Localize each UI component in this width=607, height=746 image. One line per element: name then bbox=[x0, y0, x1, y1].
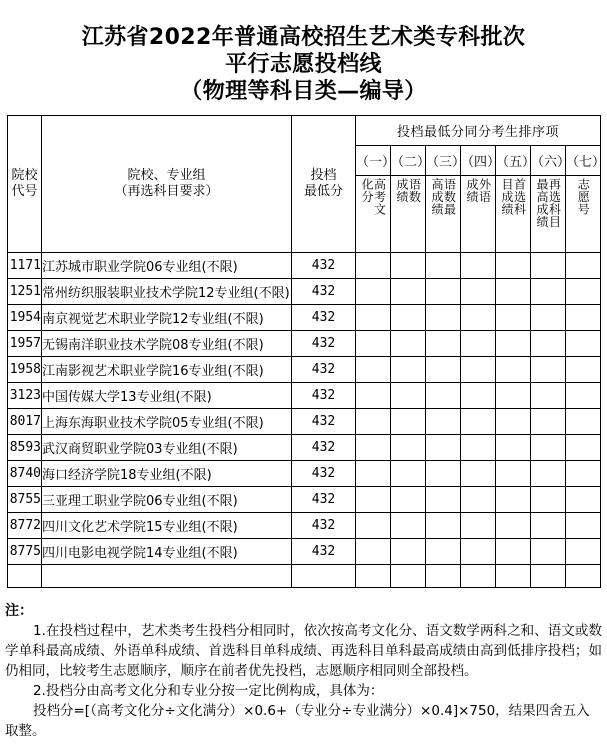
cell-tiebreak-6 bbox=[531, 279, 566, 305]
cell-tiebreak-1 bbox=[356, 409, 391, 435]
cell-tiebreak-2 bbox=[391, 409, 426, 435]
cell-institution-code: 1251 bbox=[8, 279, 42, 305]
cell-tiebreak-4 bbox=[461, 513, 496, 539]
notes-section bbox=[5, 602, 602, 741]
header-rank-num-7: （七） bbox=[566, 146, 601, 176]
header-row-group bbox=[8, 116, 601, 146]
cell-tiebreak-2 bbox=[391, 383, 426, 409]
vertical-text-segment: 高考文 bbox=[372, 178, 387, 216]
cell-tiebreak-5 bbox=[496, 513, 531, 539]
cell-empty bbox=[566, 565, 601, 588]
cell-institution-major: 中国传媒大学13专业组(不限) bbox=[42, 383, 292, 409]
cell-min-score: 432 bbox=[292, 435, 356, 461]
cell-empty bbox=[42, 565, 292, 588]
vertical-text-segment: 志愿号 bbox=[576, 178, 591, 216]
header-rank-num-4: （四） bbox=[461, 146, 496, 176]
cell-tiebreak-5 bbox=[496, 253, 531, 279]
cell-tiebreak-7 bbox=[566, 409, 601, 435]
cell-tiebreak-2 bbox=[391, 305, 426, 331]
vertical-text-segment: 成绩 bbox=[395, 178, 409, 203]
header-code-line2: 代号 bbox=[11, 184, 38, 199]
cell-institution-code: 8775 bbox=[8, 539, 42, 565]
header-rank-label-2 bbox=[391, 176, 426, 253]
cell-institution-code: 8772 bbox=[8, 513, 42, 539]
cell-min-score: 432 bbox=[292, 305, 356, 331]
cell-empty bbox=[8, 565, 42, 588]
cell-tiebreak-4 bbox=[461, 461, 496, 487]
table-body bbox=[8, 253, 601, 588]
cell-empty bbox=[531, 565, 566, 588]
cell-tiebreak-2 bbox=[391, 357, 426, 383]
cell-tiebreak-7 bbox=[566, 331, 601, 357]
vertical-text-5 bbox=[496, 178, 530, 250]
table-row bbox=[8, 409, 601, 435]
table-row bbox=[8, 461, 601, 487]
header-code-line1: 院校 bbox=[11, 168, 38, 183]
header-rank-label-7 bbox=[566, 176, 601, 253]
cell-institution-major: 江南影视艺术职业学院16专业组(不限) bbox=[42, 357, 292, 383]
header-rank-num-5: （五） bbox=[496, 146, 531, 176]
cell-institution-code: 3123 bbox=[8, 383, 42, 409]
cell-tiebreak-2 bbox=[391, 461, 426, 487]
header-rank-num-3: （三） bbox=[426, 146, 461, 176]
cell-tiebreak-3 bbox=[426, 279, 461, 305]
cell-tiebreak-5 bbox=[496, 357, 531, 383]
cell-tiebreak-2 bbox=[391, 435, 426, 461]
header-rank-label-6 bbox=[531, 176, 566, 253]
title-line-2: 平行志愿投档线 bbox=[225, 52, 382, 77]
cell-institution-code: 8593 bbox=[8, 435, 42, 461]
cell-tiebreak-2 bbox=[391, 279, 426, 305]
cell-tiebreak-2 bbox=[391, 331, 426, 357]
cell-tiebreak-6 bbox=[531, 513, 566, 539]
cell-tiebreak-7 bbox=[566, 513, 601, 539]
cell-tiebreak-2 bbox=[391, 513, 426, 539]
vertical-text-segment: 高成绩 bbox=[430, 178, 444, 216]
vertical-text-4 bbox=[461, 178, 495, 250]
cell-tiebreak-3 bbox=[426, 357, 461, 383]
cell-tiebreak-1 bbox=[356, 357, 391, 383]
cell-tiebreak-4 bbox=[461, 253, 496, 279]
note-formula: 投档分=[（高考文化分÷文化满分）×0.6+（专业分÷专业满分）×0.4]×750，结果四舍五入取整。 bbox=[5, 703, 590, 739]
cell-tiebreak-3 bbox=[426, 383, 461, 409]
cell-tiebreak-6 bbox=[531, 331, 566, 357]
cell-institution-major: 武汉商贸职业学院03专业组(不限) bbox=[42, 435, 292, 461]
cell-institution-code: 8755 bbox=[8, 487, 42, 513]
cell-tiebreak-4 bbox=[461, 383, 496, 409]
cell-institution-major: 三亚理工职业学院06专业组(不限) bbox=[42, 487, 292, 513]
vertical-text-segment: 成绩 bbox=[465, 178, 479, 203]
cell-institution-major: 四川电影电视学院14专业组(不限) bbox=[42, 539, 292, 565]
cell-tiebreak-3 bbox=[426, 305, 461, 331]
title-line-3: （物理等科目类—编导） bbox=[180, 79, 427, 104]
cell-tiebreak-5 bbox=[496, 487, 531, 513]
header-name-line1: 院校、专业组 bbox=[127, 168, 206, 183]
table-row bbox=[8, 331, 601, 357]
cell-tiebreak-5 bbox=[496, 539, 531, 565]
cell-tiebreak-7 bbox=[566, 383, 601, 409]
cell-empty bbox=[461, 565, 496, 588]
cell-tiebreak-1 bbox=[356, 539, 391, 565]
note-item-2: 2.投档分由高考文化分和专业分按一定比例构成，具体为： bbox=[33, 683, 384, 699]
notes-title: 注： bbox=[5, 603, 33, 619]
cell-tiebreak-3 bbox=[426, 253, 461, 279]
cell-min-score: 432 bbox=[292, 409, 356, 435]
cell-tiebreak-7 bbox=[566, 461, 601, 487]
cell-tiebreak-2 bbox=[391, 539, 426, 565]
vertical-text-segment: 最高成绩 bbox=[535, 178, 549, 228]
cell-tiebreak-7 bbox=[566, 539, 601, 565]
cell-tiebreak-3 bbox=[426, 513, 461, 539]
cell-institution-major: 四川文化艺术学院15专业组(不限) bbox=[42, 513, 292, 539]
vertical-text-segment: 语数最 bbox=[442, 178, 457, 216]
cell-tiebreak-6 bbox=[531, 461, 566, 487]
cell-institution-code: 1171 bbox=[8, 253, 42, 279]
cell-tiebreak-2 bbox=[391, 487, 426, 513]
cell-tiebreak-4 bbox=[461, 331, 496, 357]
cell-min-score: 432 bbox=[292, 253, 356, 279]
cell-tiebreak-6 bbox=[531, 487, 566, 513]
cell-tiebreak-2 bbox=[391, 253, 426, 279]
cell-institution-major: 无锡南洋职业技术学院08专业组(不限) bbox=[42, 331, 292, 357]
cell-min-score: 432 bbox=[292, 487, 356, 513]
admission-score-table bbox=[7, 115, 606, 588]
header-min-score bbox=[292, 116, 356, 253]
cell-min-score: 432 bbox=[292, 279, 356, 305]
cell-tiebreak-7 bbox=[566, 487, 601, 513]
cell-min-score: 432 bbox=[292, 513, 356, 539]
cell-institution-code: 8740 bbox=[8, 461, 42, 487]
cell-tiebreak-1 bbox=[356, 461, 391, 487]
cell-tiebreak-1 bbox=[356, 253, 391, 279]
cell-institution-major: 江苏城市职业学院06专业组(不限) bbox=[42, 253, 292, 279]
header-rank-num-6: （六） bbox=[531, 146, 566, 176]
cell-tiebreak-1 bbox=[356, 305, 391, 331]
header-score-line1: 投档 bbox=[310, 168, 337, 183]
cell-min-score: 432 bbox=[292, 357, 356, 383]
vertical-text-segment: 首选科 bbox=[512, 178, 527, 216]
header-institution-major bbox=[42, 116, 292, 253]
vertical-text-1 bbox=[356, 178, 390, 250]
cell-tiebreak-6 bbox=[531, 305, 566, 331]
header-rank-label-1 bbox=[356, 176, 391, 253]
cell-tiebreak-4 bbox=[461, 305, 496, 331]
cell-tiebreak-6 bbox=[531, 539, 566, 565]
table-row bbox=[8, 435, 601, 461]
cell-tiebreak-1 bbox=[356, 331, 391, 357]
cell-tiebreak-5 bbox=[496, 435, 531, 461]
cell-tiebreak-3 bbox=[426, 461, 461, 487]
cell-tiebreak-3 bbox=[426, 539, 461, 565]
cell-empty bbox=[292, 565, 356, 588]
cell-tiebreak-4 bbox=[461, 435, 496, 461]
cell-tiebreak-3 bbox=[426, 331, 461, 357]
header-institution-code bbox=[8, 116, 42, 253]
vertical-text-segment: 再选科目 bbox=[547, 178, 562, 228]
cell-institution-major: 南京视觉艺术职业学院12专业组(不限) bbox=[42, 305, 292, 331]
cell-tiebreak-4 bbox=[461, 279, 496, 305]
cell-institution-major: 常州纺织服装职业技术学院12专业组(不限) bbox=[42, 279, 292, 305]
title-line-1: 江苏省2022年普通高校招生艺术类专科批次 bbox=[81, 25, 526, 50]
cell-min-score: 432 bbox=[292, 461, 356, 487]
header-rank-label-4 bbox=[461, 176, 496, 253]
cell-empty bbox=[356, 565, 391, 588]
cell-tiebreak-7 bbox=[566, 305, 601, 331]
vertical-text-6 bbox=[531, 178, 565, 250]
cell-institution-major: 上海东海职业技术学院05专业组(不限) bbox=[42, 409, 292, 435]
score-table-container bbox=[7, 115, 606, 588]
cell-tiebreak-5 bbox=[496, 409, 531, 435]
vertical-text-segment: 目成绩 bbox=[500, 178, 514, 216]
table-row bbox=[8, 487, 601, 513]
header-name-line2: （再选科目要求） bbox=[114, 184, 219, 199]
vertical-text-2 bbox=[391, 178, 425, 250]
header-rank-num-2: （二） bbox=[391, 146, 426, 176]
table-row bbox=[8, 305, 601, 331]
header-rank-label-3 bbox=[426, 176, 461, 253]
note-item-1: 1.在投档过程中，艺术类考生投档分相同时，依次按高考文化分、语文数学两科之和、语文或数学单科最高成绩、外语单科成绩、首选科目单科成绩、再选科目单科最高成绩由高到低排序投档；如仍相同，比较考生志愿顺序，顺序在前者优先投档，志愿顺序相同则全部投档。 bbox=[5, 623, 602, 679]
table-row bbox=[8, 383, 601, 409]
vertical-text-segment: 化分 bbox=[360, 178, 374, 203]
cell-tiebreak-4 bbox=[461, 357, 496, 383]
cell-empty bbox=[426, 565, 461, 588]
cell-tiebreak-1 bbox=[356, 487, 391, 513]
cell-institution-code: 8017 bbox=[8, 409, 42, 435]
cell-tiebreak-7 bbox=[566, 253, 601, 279]
vertical-text-segment: 语数 bbox=[407, 178, 422, 203]
cell-tiebreak-5 bbox=[496, 279, 531, 305]
cell-tiebreak-5 bbox=[496, 305, 531, 331]
cell-tiebreak-1 bbox=[356, 383, 391, 409]
cell-tiebreak-7 bbox=[566, 357, 601, 383]
cell-tiebreak-1 bbox=[356, 513, 391, 539]
vertical-text-3 bbox=[426, 178, 460, 250]
vertical-text-7 bbox=[566, 178, 600, 250]
cell-tiebreak-1 bbox=[356, 279, 391, 305]
header-rank-label-5 bbox=[496, 176, 531, 253]
page-title bbox=[0, 0, 607, 105]
cell-tiebreak-3 bbox=[426, 487, 461, 513]
cell-tiebreak-4 bbox=[461, 409, 496, 435]
cell-institution-code: 1957 bbox=[8, 331, 42, 357]
cell-empty bbox=[391, 565, 426, 588]
vertical-text-segment: 外语 bbox=[477, 178, 492, 203]
cell-tiebreak-3 bbox=[426, 435, 461, 461]
cell-tiebreak-5 bbox=[496, 461, 531, 487]
cell-tiebreak-5 bbox=[496, 331, 531, 357]
cell-institution-code: 1954 bbox=[8, 305, 42, 331]
cell-tiebreak-4 bbox=[461, 539, 496, 565]
cell-min-score: 432 bbox=[292, 383, 356, 409]
cell-tiebreak-6 bbox=[531, 409, 566, 435]
cell-tiebreak-1 bbox=[356, 435, 391, 461]
cell-tiebreak-7 bbox=[566, 279, 601, 305]
cell-tiebreak-4 bbox=[461, 487, 496, 513]
cell-min-score: 432 bbox=[292, 331, 356, 357]
cell-tiebreak-6 bbox=[531, 253, 566, 279]
table-row bbox=[8, 357, 601, 383]
table-filler-row bbox=[8, 565, 601, 588]
cell-empty bbox=[496, 565, 531, 588]
cell-tiebreak-5 bbox=[496, 383, 531, 409]
cell-tiebreak-6 bbox=[531, 357, 566, 383]
table-row bbox=[8, 279, 601, 305]
cell-tiebreak-3 bbox=[426, 409, 461, 435]
header-score-line2: 最低分 bbox=[303, 184, 343, 199]
cell-tiebreak-7 bbox=[566, 435, 601, 461]
table-row bbox=[8, 539, 601, 565]
header-tiebreak-group: 投档最低分同分考生排序项 bbox=[356, 116, 601, 146]
table-row bbox=[8, 513, 601, 539]
cell-institution-major: 海口经济学院18专业组(不限) bbox=[42, 461, 292, 487]
cell-tiebreak-6 bbox=[531, 383, 566, 409]
cell-tiebreak-6 bbox=[531, 435, 566, 461]
cell-min-score: 432 bbox=[292, 539, 356, 565]
cell-institution-code: 1958 bbox=[8, 357, 42, 383]
table-head bbox=[8, 116, 606, 253]
table-row bbox=[8, 253, 601, 279]
header-rank-num-1: （一） bbox=[356, 146, 391, 176]
